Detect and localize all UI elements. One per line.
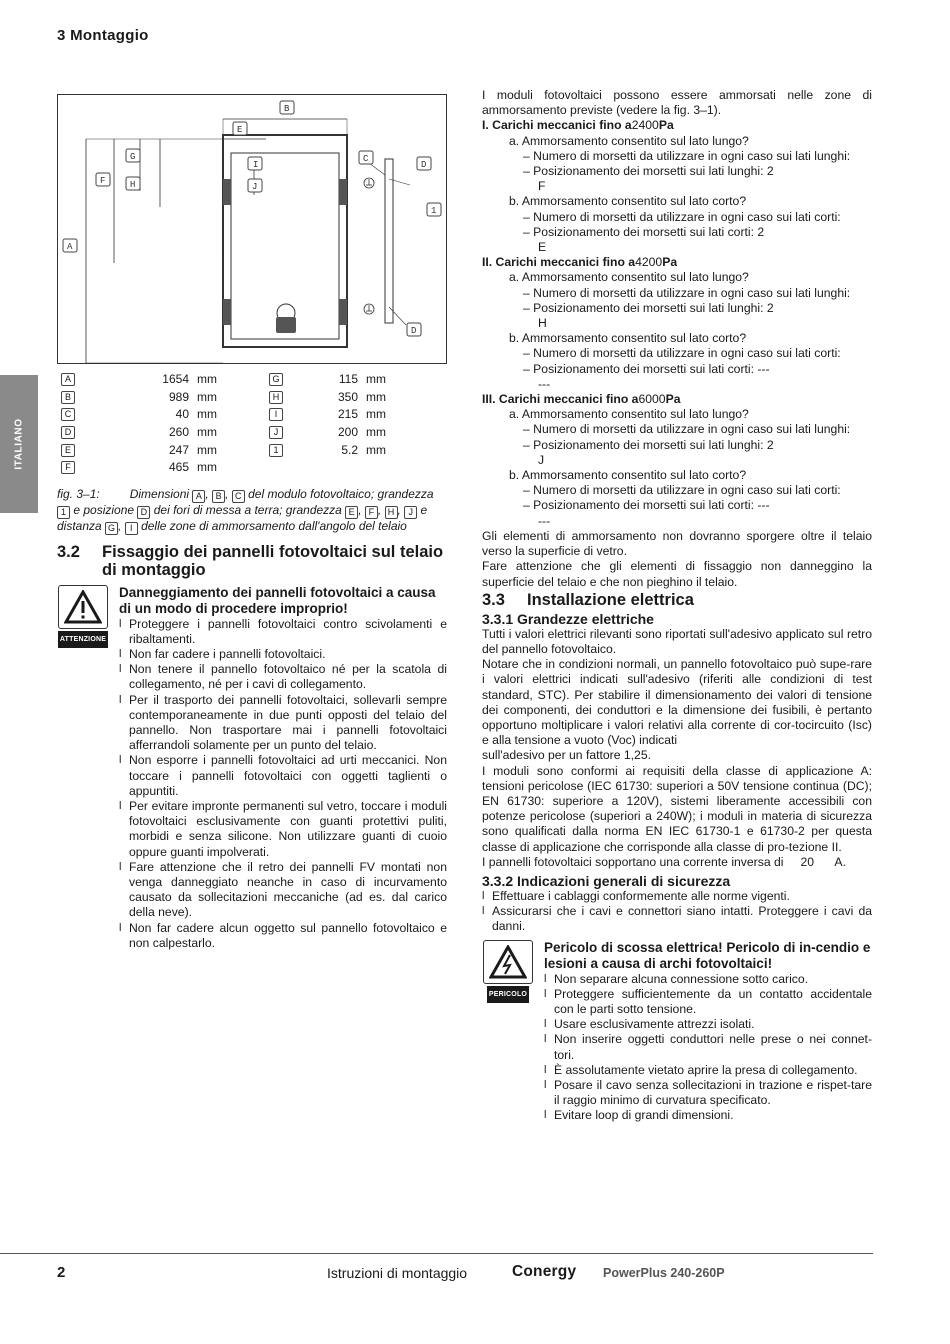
load-block-2: II. Carichi meccanici fino a4200Pa a. Ammorsamento consentito sul lato lungo? – Numero di morsetti da utilizzare in ogni caso sui lati lunghi: – Posizionamento dei morsetti sui lati lunghi: 2 H b. Ammorsamento consentito sul lato corto? – Numero di morsetti da utilizzare in ogni caso sui lati corti: – Posizionamento dei morsetti sui lati corti: --- --- <box>482 255 872 392</box>
right-column <box>482 88 872 1124</box>
caution-tag: ATTENZIONE <box>58 631 108 648</box>
paragraph: sull'adesivo per un fattore 1,25. <box>482 748 651 763</box>
dimension-row: I 215 mm <box>252 406 447 424</box>
dimension-table <box>57 371 447 477</box>
language-tab-label: ITALIANO <box>13 418 25 470</box>
load-title: I. Carichi meccanici fino a2400Pa <box>482 118 674 133</box>
dimension-row: C 40 mm <box>57 406 252 424</box>
list-item: l Usare esclusivamente attrezzi isolati. <box>544 1017 872 1032</box>
load-title: II. Carichi meccanici fino a4200Pa <box>482 255 678 270</box>
svg-text:C: C <box>363 154 369 164</box>
electric-hazard-icon <box>489 945 527 979</box>
dimension-row: G 115 mm <box>252 371 447 389</box>
load-block-1: I. Carichi meccanici fino a2400Pa a. Ammorsamento consentito sul lato lungo? – Numero di morsetti da utilizzare in ogni caso sui lati lunghi: – Posizionamento dei morsetti sui lati lunghi: 2 F b. Ammorsamento consentito sul lato corto? – Numero di morsetti da utilizzare in ogni caso sui lati corti: – Posizionamento dei morsetti sui lati corti: 2 E <box>482 118 872 255</box>
safety-list <box>482 889 872 935</box>
page-header-title: 3 Montaggio <box>57 27 149 44</box>
list-item: l Proteggere i pannelli fotovoltaici contro scivolamenti e ribaltamenti. <box>119 617 447 647</box>
svg-text:A: A <box>67 242 73 252</box>
svg-text:1: 1 <box>431 206 437 216</box>
caution-title: Danneggiamento dei pannelli fotovoltaici a causa di un modo di procedere improprio! <box>119 584 436 616</box>
warning-triangle-icon <box>64 590 102 624</box>
danger-block <box>482 940 872 1124</box>
dimension-column-left <box>57 371 252 477</box>
dimension-row: H 350 mm <box>252 389 447 407</box>
list-item: l Assicurarsi che i cavi e connettori siano intatti. Proteggere i cavi da danni. <box>482 904 872 934</box>
list-item: l Proteggere sufficientemente da un contatto accidentale con le parti sotto tensione. <box>544 987 872 1017</box>
svg-text:D: D <box>411 326 417 336</box>
paragraph: Notare che in condizioni normali, un pannello fotovoltaico può supe-rare i valori elettrici indicati sull'adesivo (riferiti alle condizioni di test standard, STC). Per stabilire il dimensionamento dei valori di tensione dei componenti, dei conduttori e la dimensione dei fusibili, è pertanto opportuno moltiplicare i valori relativi alla corrente di cor-tocircuito (Isc) e alla tensione a vuoto (Voc) indicati <box>482 657 872 748</box>
list-item: l Per il trasporto dei pannelli fotovoltaici, sollevarli sempre contemporaneamente in due punti opposti del telaio del pannello. Non trasportare mai i pannelli fotovoltaici afferrandoli solamente per un punto del telaio. <box>119 693 447 754</box>
list-item: l Non esporre i pannelli fotovoltaici ad urti meccanici. Non toccare i pannelli fotovoltaici con oggetti taglienti o appuntiti. <box>119 753 447 799</box>
danger-icon <box>482 940 534 1124</box>
dimension-row: B 989 mm <box>57 389 252 407</box>
svg-text:G: G <box>130 152 136 162</box>
paragraph: I moduli sono conformi ai requisiti della classe di applicazione A: tensioni pericolose (IEC 61730: superiori a 50V tensione continua (DC); EN 61730: superiore a 120V), sistemi liberamente accessibili con potenze pericolose (superiori a 240W); i moduli in materia di sicurezza sono qualificati dalla norma EN IEC 61730-1 e 61730-2 per questa classe di applicazione che corrisponde alla classe di pro-tezione II. <box>482 763 872 854</box>
danger-list <box>544 972 872 1124</box>
language-side-tab <box>0 375 38 513</box>
paragraph: Tutti i valori elettrici rilevanti sono riportati sull'adesivo applicato sul retro del pannello fotovoltaico. <box>482 626 872 656</box>
list-item: l Non far cadere alcun oggetto sul pannello fotovoltaico e non calpestarlo. <box>119 921 447 951</box>
list-item: l Per evitare impronte permanenti sul vetro, toccare i moduli fotovoltaici esclusivamente con guanti protettivi puliti, morbidi e senza silicone. Non utilizzare guanti di cuoio oppure guanti impolverati. <box>119 799 447 860</box>
dimension-row: A 1654 mm <box>57 371 252 389</box>
clamping-note-2: Fare attenzione che gli elementi di fissaggio non danneggino la superficie del telaio e che non pieghino il telaio. <box>482 559 872 589</box>
section-3-3-2-heading: 3.3.2 Indicazioni generali di sicurezza <box>482 872 731 889</box>
list-item: l Non far cadere i pannelli fotovoltaici. <box>119 647 447 662</box>
clamping-intro: I moduli fotovoltaici possono essere ammorsati nelle zone di ammorsamento previste (vedere la fig. 3–1). <box>482 88 872 118</box>
brand-logo: Conergy <box>512 1263 577 1280</box>
list-item: l Posare il cavo senza sollecitazioni in trazione e rispet-tare il raggio minimo di curvatura specificato. <box>544 1078 872 1108</box>
list-item: l Evitare loop di grandi dimensioni. <box>544 1108 872 1123</box>
caution-icon <box>57 585 109 951</box>
svg-text:J: J <box>252 182 258 192</box>
dimension-row: D 260 mm <box>57 424 252 442</box>
danger-title: Pericolo di scossa elettrica! Pericolo di in-cendio e lesioni a causa di archi fotovoltaici! <box>544 939 871 971</box>
footer-document-title: Istruzioni di montaggio <box>327 1265 468 1281</box>
svg-text:F: F <box>100 176 106 186</box>
section-3-2-heading: 3.2 Fissaggio dei pannelli fotovoltaici sul telaio di montaggio <box>57 542 444 579</box>
dimension-row: F 465 mm <box>57 459 252 477</box>
svg-text:I: I <box>253 160 259 170</box>
caution-list <box>119 617 447 951</box>
svg-text:B: B <box>284 104 290 114</box>
list-item: l Effettuare i cablaggi conformemente alle norme vigenti. <box>482 889 872 904</box>
list-item: l Fare attenzione che il retro dei pannelli FV montati non venga danneggiato neanche in caso di incurvamento causato da sollecitazioni meccaniche (ad es. dal carico della neve). <box>119 860 447 921</box>
paragraph: I pannelli fotovoltaici sopportano una corrente inversa di 20 A. <box>482 854 846 869</box>
svg-text:H: H <box>130 180 136 190</box>
module-dimension-drawing <box>57 94 447 364</box>
page-number: 2 <box>57 1264 66 1281</box>
footer-divider <box>0 1253 873 1254</box>
dimension-row: E 247 mm <box>57 441 252 459</box>
left-column <box>57 94 447 951</box>
list-item: l È assolutamente vietato aprire la presa di collegamento. <box>544 1063 872 1078</box>
dimension-column-right <box>252 371 447 477</box>
section-3-3-1-heading: 3.3.1 Grandezze elettriche <box>482 610 654 627</box>
figure-caption: fig. 3–1: Dimensioni A , B , C del modulo fotovoltaico; grandezza 1 e posizione D dei fori di messa a terra; grandezza E , F , H , J e distanza G , I delle zone di ammorsamento dall'angolo del telaio <box>57 486 434 533</box>
danger-tag: PERICOLO <box>487 986 529 1003</box>
svg-text:D: D <box>421 160 427 170</box>
list-item: l Non separare alcuna connessione sotto carico. <box>544 972 872 987</box>
dimension-row: J 200 mm <box>252 424 447 442</box>
module-drawing-svg <box>58 95 448 365</box>
svg-text:E: E <box>237 125 243 135</box>
section-3-3-heading: 3.3 Installazione elettrica <box>482 590 694 609</box>
list-item: l Non inserire oggetti conduttori nelle prese o nei connet-tori. <box>544 1032 872 1062</box>
list-item: l Non tenere il pannello fotovoltaico né per la scatola di collegamento, né per i cavi di collegamento. <box>119 662 447 692</box>
dimension-row: 1 5.2 mm <box>252 441 447 459</box>
product-model: PowerPlus 240-260P <box>603 1266 725 1280</box>
clamping-note-1: Gli elementi di ammorsamento non dovranno sporgere oltre il telaio verso la superficie di vetro. <box>482 528 872 559</box>
load-title: III. Carichi meccanici fino a6000Pa <box>482 392 681 407</box>
caution-block <box>57 585 447 951</box>
load-block-3: III. Carichi meccanici fino a6000Pa a. Ammorsamento consentito sul lato lungo? – Numero di morsetti da utilizzare in ogni caso sui lati lunghi: – Posizionamento dei morsetti sui lati lunghi: 2 J b. Ammorsamento consentito sul lato corto? – Numero di morsetti da utilizzare in ogni caso sui lati corti: – Posizionamento dei morsetti sui lati corti: --- --- <box>482 392 872 529</box>
